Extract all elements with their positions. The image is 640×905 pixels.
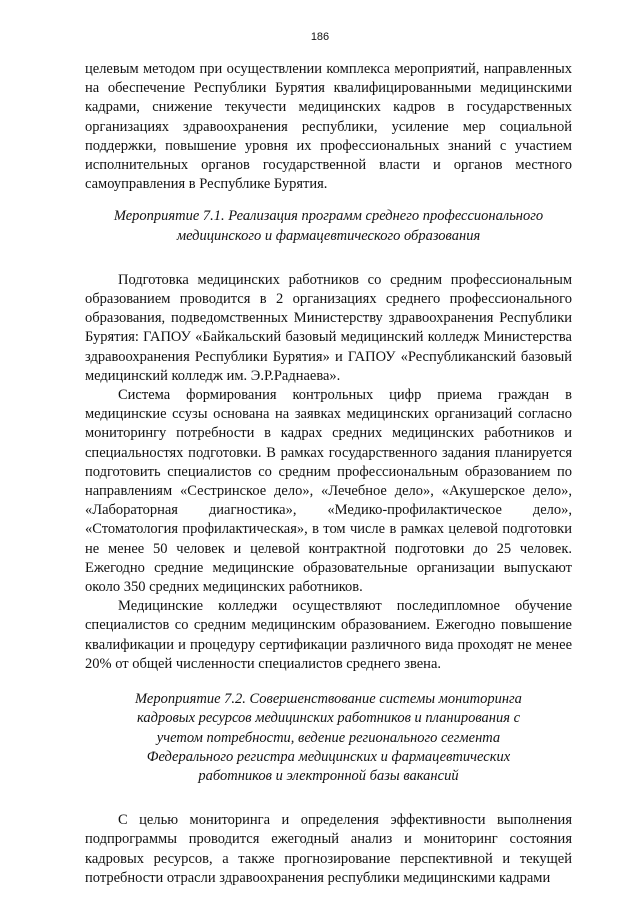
paragraph: Подготовка медицинских работников со средним профессиональным образованием проводится в 2 организациях среднего профессионального образования, подведомственных Министерству здравоохранения Республики Бурятия: ГАПОУ «Байкальский базовый медицинский колледж Министерства здравоохранения Республики Бурятия» и ГАПОУ «Республиканский базовый медицинский колледж им. Э.Р.Раднаева». [85, 271, 572, 384]
page-content [85, 60, 572, 888]
paragraph-continuation: целевым методом при осуществлении комплекса мероприятий, направленных на обеспечение Республики Бурятия квалифицированными медицинскими кадрами, снижение текучести медицинских кадров в государственных организациях здравоохранения республики, усиление мер социальной поддержки, повышение уровня их профессиональных знаний с участием исполнительных органов государственной власти и органов местного самоуправления в Республике Бурятия. [85, 61, 572, 193]
page-number: 186 [310, 31, 330, 43]
paragraph: С целью мониторинга и определения эффективности выполнения подпрограммы проводится ежегодный анализ и мониторинг состояния кадровых ресурсов, а также прогнозирование перспективной и текущей потребности отрасли здравоохранения республики медицинскими кадрами [85, 812, 572, 886]
section-heading-7-1: Мероприятие 7.1. Реализация программ среднего профессионального медицинского и фармацевтического образования [113, 208, 544, 244]
paragraph: Система формирования контрольных цифр приема граждан в медицинские ссузы основана на заявках медицинских организаций согласно мониторингу потребности в кадрах средних медицинских работников и специальностях подготовки. В рамках государственного задания планируется подготовить специалистов со средним профессиональным образованием по направлениям «Сестринское дело», «Лечебное дело», «Акушерское дело», «Лабораторная диагностика», «Медико-профилактическое дело», «Стоматология профилактическая», в том числе в рамках целевой подготовки не менее 50 человек и целевой контрактной подготовки до 25 человек. Ежегодно средние медицинские образовательные организации выпускают около 350 средних медицинских работников. [85, 387, 572, 596]
paragraph: Медицинские колледжи осуществляют последипломное обучение специалистов со средним медицинским образованием. Ежегодно повышение квалификации и процедуру сертификации различного вида проходят не менее 20% от общей численности специалистов среднего звена. [85, 598, 572, 672]
section-heading-7-2: Мероприятие 7.2. Совершенствование системы мониторинга кадровых ресурсов медицинских работников и планирования с учетом потребности, ведение регионального сегмента Федерального регистра медицинских и фармацевтических работников и электронной базы вакансий [135, 691, 522, 784]
